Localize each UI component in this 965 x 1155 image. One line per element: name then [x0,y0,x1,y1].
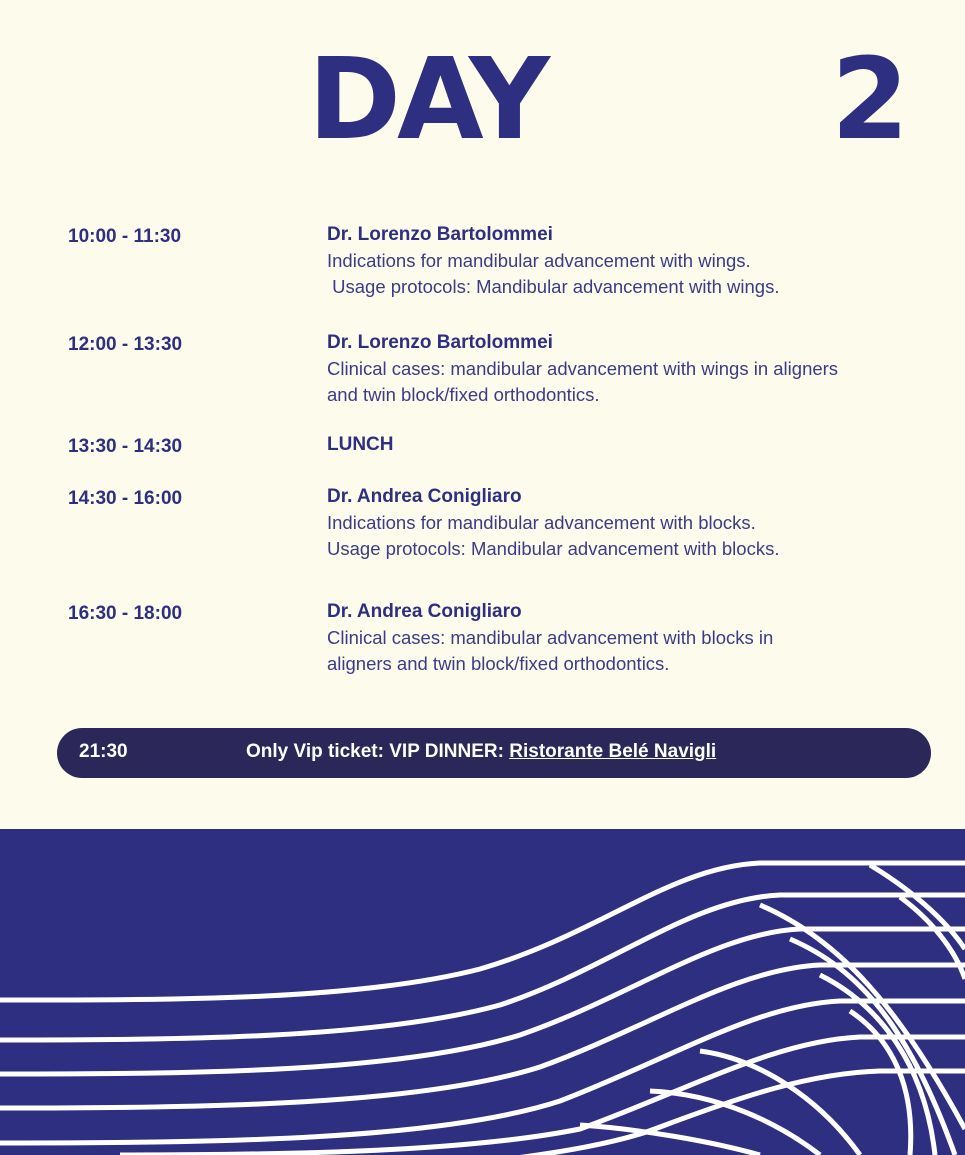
session-time: 12:00 - 13:30 [68,334,183,355]
session-description-line: and twin block/fixed orthodontics. [327,384,600,405]
session-content [327,484,917,562]
session-time: 10:00 - 11:30 [68,226,182,247]
wave-line [850,1011,911,1155]
vip-time: 21:30 [79,741,128,762]
title-day-word: DAY [308,35,547,165]
page-title [0,35,965,165]
title-day-number: 2 [831,35,905,165]
session-speaker: Dr. Lorenzo Bartolommei [327,224,553,245]
wave-lines-graphic [0,829,965,1155]
session-description-line: Clinical cases: mandibular advancement with wings in aligners [327,358,839,379]
vip-description [246,741,716,763]
session-description-line: Clinical cases: mandibular advancement with blocks in [327,627,774,648]
session-description-line: Indications for mandibular advancement with blocks. [327,512,756,533]
session-speaker: Dr. Andrea Conigliaro [327,486,522,507]
restaurant-link[interactable]: Ristorante Belé Navigli [509,741,717,762]
vip-label: Only Vip ticket: VIP DINNER: [246,741,510,762]
session-description-line: Usage protocols: Mandibular advancement with blocks. [327,538,780,559]
session-description-line: Usage protocols: Mandibular advancement with wings. [327,276,780,297]
session-speaker: LUNCH [327,434,394,455]
wave-line [870,865,965,949]
session-content [327,222,917,300]
session-time: 13:30 - 14:30 [68,436,183,457]
session-time: 16:30 - 18:00 [68,603,183,624]
session-time: 14:30 - 16:00 [68,488,183,509]
session-description-line: aligners and twin block/fixed orthodontics. [327,653,670,674]
session-description-line: Indications for mandibular advancement with wings. [327,250,751,271]
session-content [327,599,917,677]
session-speaker: Dr. Andrea Conigliaro [327,601,522,622]
session-content [327,330,917,408]
session-content [327,432,917,458]
vip-dinner-banner [57,728,931,778]
session-speaker: Dr. Lorenzo Bartolommei [327,332,553,353]
decorative-wave-panel [0,829,965,1155]
